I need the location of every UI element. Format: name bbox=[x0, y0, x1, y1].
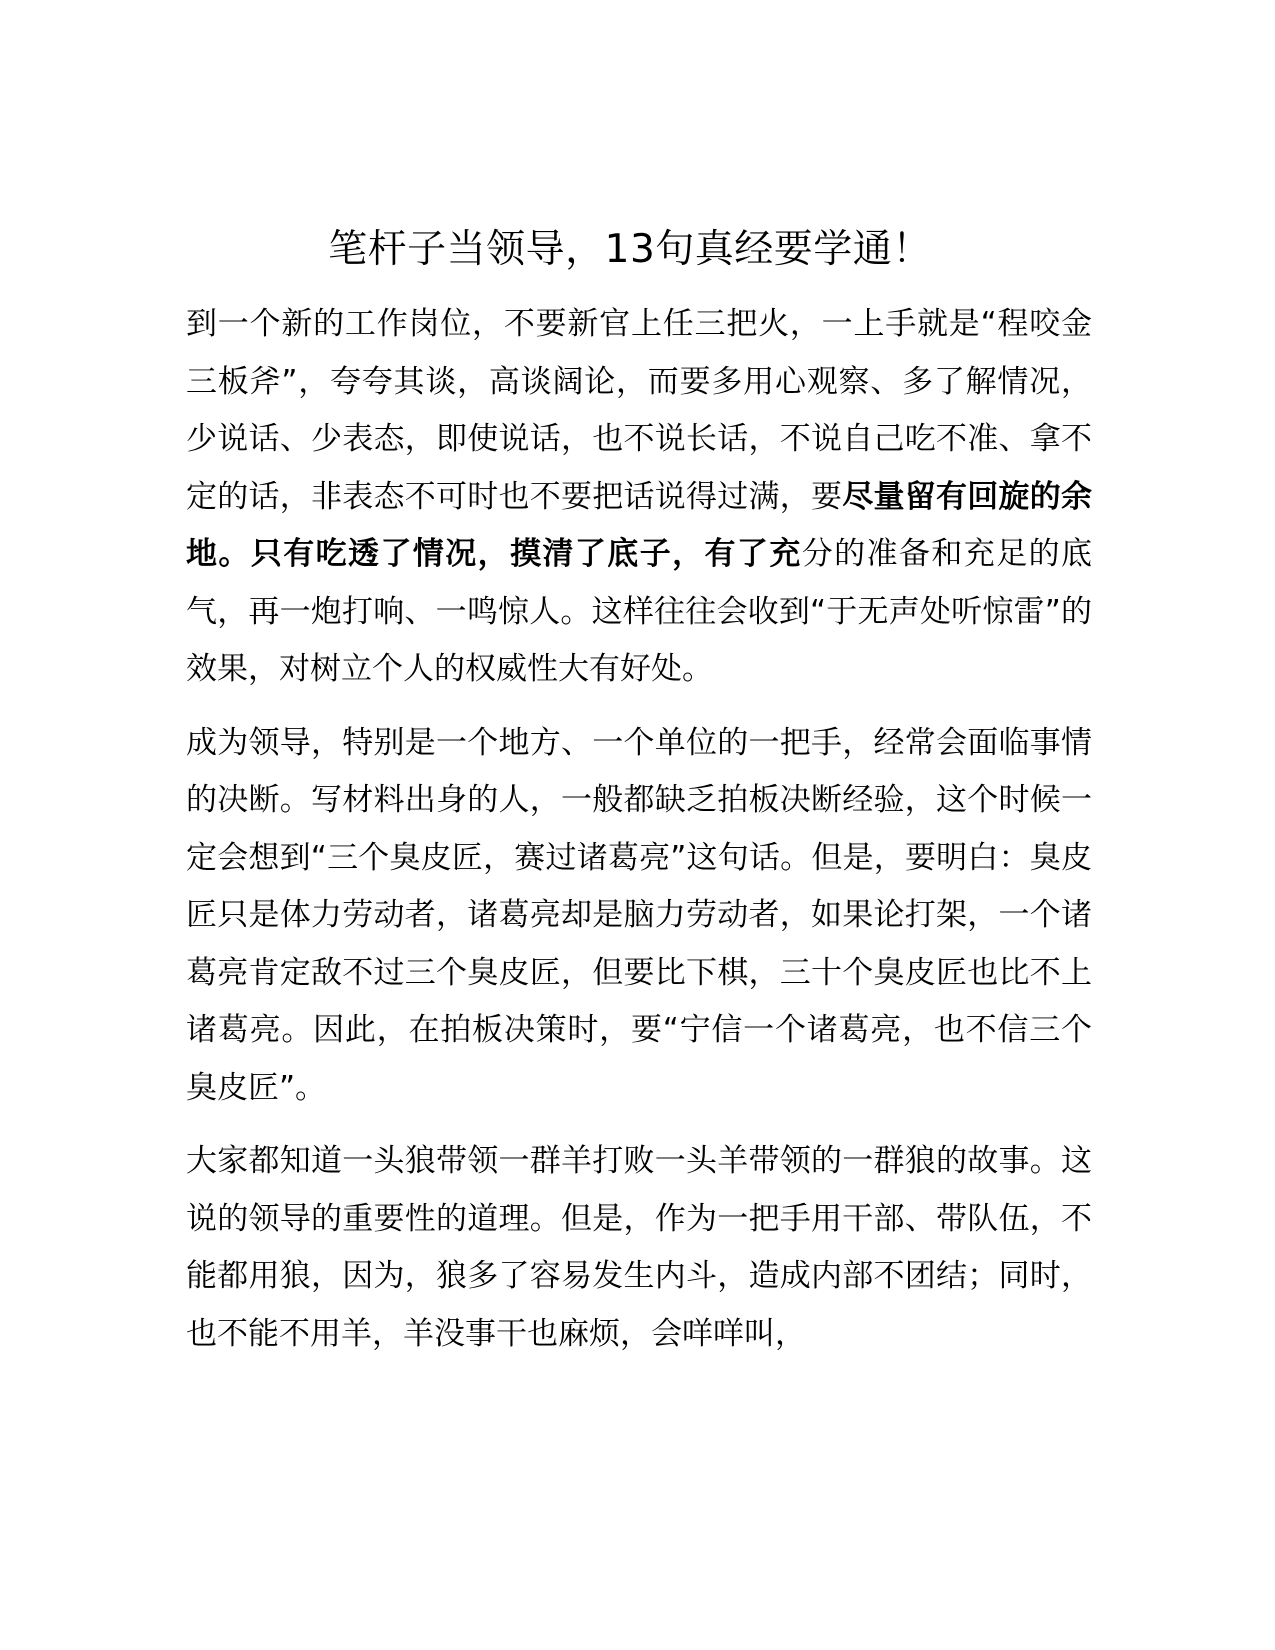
paragraph-3: 大家都知道一头狼带领一群羊打败一头羊带领的一群狼的故事。这说的领导的重要性的道理。但是，作为一把手用干部、带队伍，不能都用狼，因为，狼多了容易发生内斗，造成内部不团结；同时，也不能不用羊，羊没事干也麻烦，会咩咩叫， bbox=[186, 1143, 1092, 1352]
paragraph-2: 成为领导，特别是一个地方、一个单位的一把手，经常会面临事情的决断。写材料出身的人，一般都缺乏拍板决断经验，这个时候一定会想到“三个臭皮匠，赛过诸葛亮”这句话。但是，要明白：臭皮匠只是体力劳动者，诸葛亮却是脑力劳动者，如果论打架，一个诸葛亮肯定敌不过三个臭皮匠，但要比下棋，三十个臭皮匠也比不上诸葛亮。因此，在拍板决策时，要“宁信一个诸葛亮，也不信三个臭皮匠”。 bbox=[186, 724, 1092, 1106]
document-body bbox=[186, 296, 1092, 1379]
paragraph-1-bold-text: 尽量留有回旋的余地。只有吃透了情况，摸清了底子，有了充 bbox=[186, 478, 1092, 572]
paragraph-1-text-b: 分的准备和充足的底气，再一炮打响、一鸣惊人。这样往往会收到“于无声处听惊雷”的效果，对树立个人的权威性大有好处。 bbox=[186, 536, 1093, 687]
document-title: 笔杆子当领导，13句真经要学通！ bbox=[328, 227, 932, 272]
paragraph-1-text-a: 到一个新的工作岗位，不要新官上任三把火，一上手就是“程咬金三板斧”，夸夸其谈，高谈阔论，而要多用心观察、多了解情况，少说话、少表态，即使说话，也不说长话，不说自己吃不准、拿不定的话，非表态不可时也不要把话说得过满，要 bbox=[186, 306, 1092, 515]
paragraph-1 bbox=[186, 296, 1092, 699]
